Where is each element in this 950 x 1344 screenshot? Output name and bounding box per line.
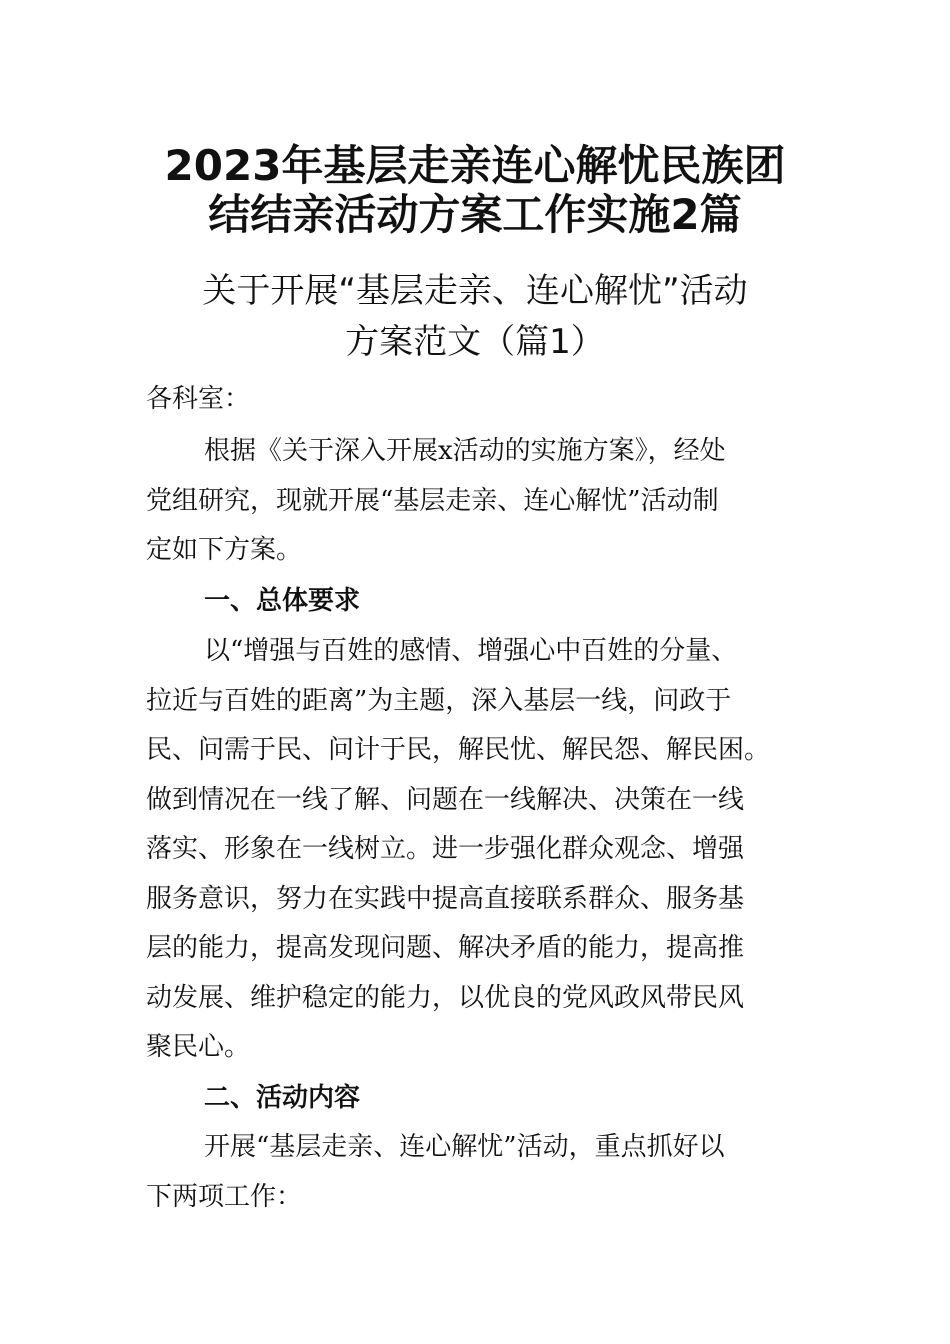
paragraph-line: 做到情况在一线了解、问题在一线解决、决策在一线 [146,785,745,815]
document-title-line-1: 2023年基层走亲连心解忧民族团 [164,141,786,190]
section-heading-general-requirements: 一、总体要求 [204,586,361,616]
document-title-line-2: 结结亲活动方案工作实施2篇 [208,190,742,239]
paragraph-line: 开展“基层走亲、连心解忧”活动，重点抓好以 [204,1132,725,1162]
salutation: 各科室： [146,384,251,414]
intro-line: 定如下方案。 [146,535,303,565]
intro-line: 党组研究，现就开展“基层走亲、连心解忧”活动制 [146,486,719,516]
paragraph-line: 民、问需于民、问计于民，解民忧、解民怨、解民困。 [146,735,771,765]
paragraph-line: 层的能力，提高发现问题、解决矛盾的能力，提高推 [146,933,745,963]
paragraph-line: 下两项工作： [146,1182,303,1212]
subtitle-line-1: 关于开展“基层走亲、连心解忧”活动 [202,271,748,311]
paragraph-line: 落实、形象在一线树立。进一步强化群众观念、增强 [146,834,745,864]
paragraph-line: 聚民心。 [146,1032,251,1062]
section-heading-activity-content: 二、活动内容 [204,1083,361,1113]
paragraph-line: 拉近与百姓的距离”为主题，深入基层一线，问政于 [146,686,732,716]
intro-line: 根据《关于深入开展x活动的实施方案》，经处 [204,436,726,466]
paragraph-line: 以“增强与百姓的感情、增强心中百姓的分量、 [204,636,738,666]
paragraph-line: 动发展、维护稳定的能力，以优良的党风政风带民风 [146,983,745,1013]
subtitle-line-2: 方案范文（篇1） [345,322,605,362]
paragraph-line: 服务意识，努力在实践中提高直接联系群众、服务基 [146,884,745,914]
